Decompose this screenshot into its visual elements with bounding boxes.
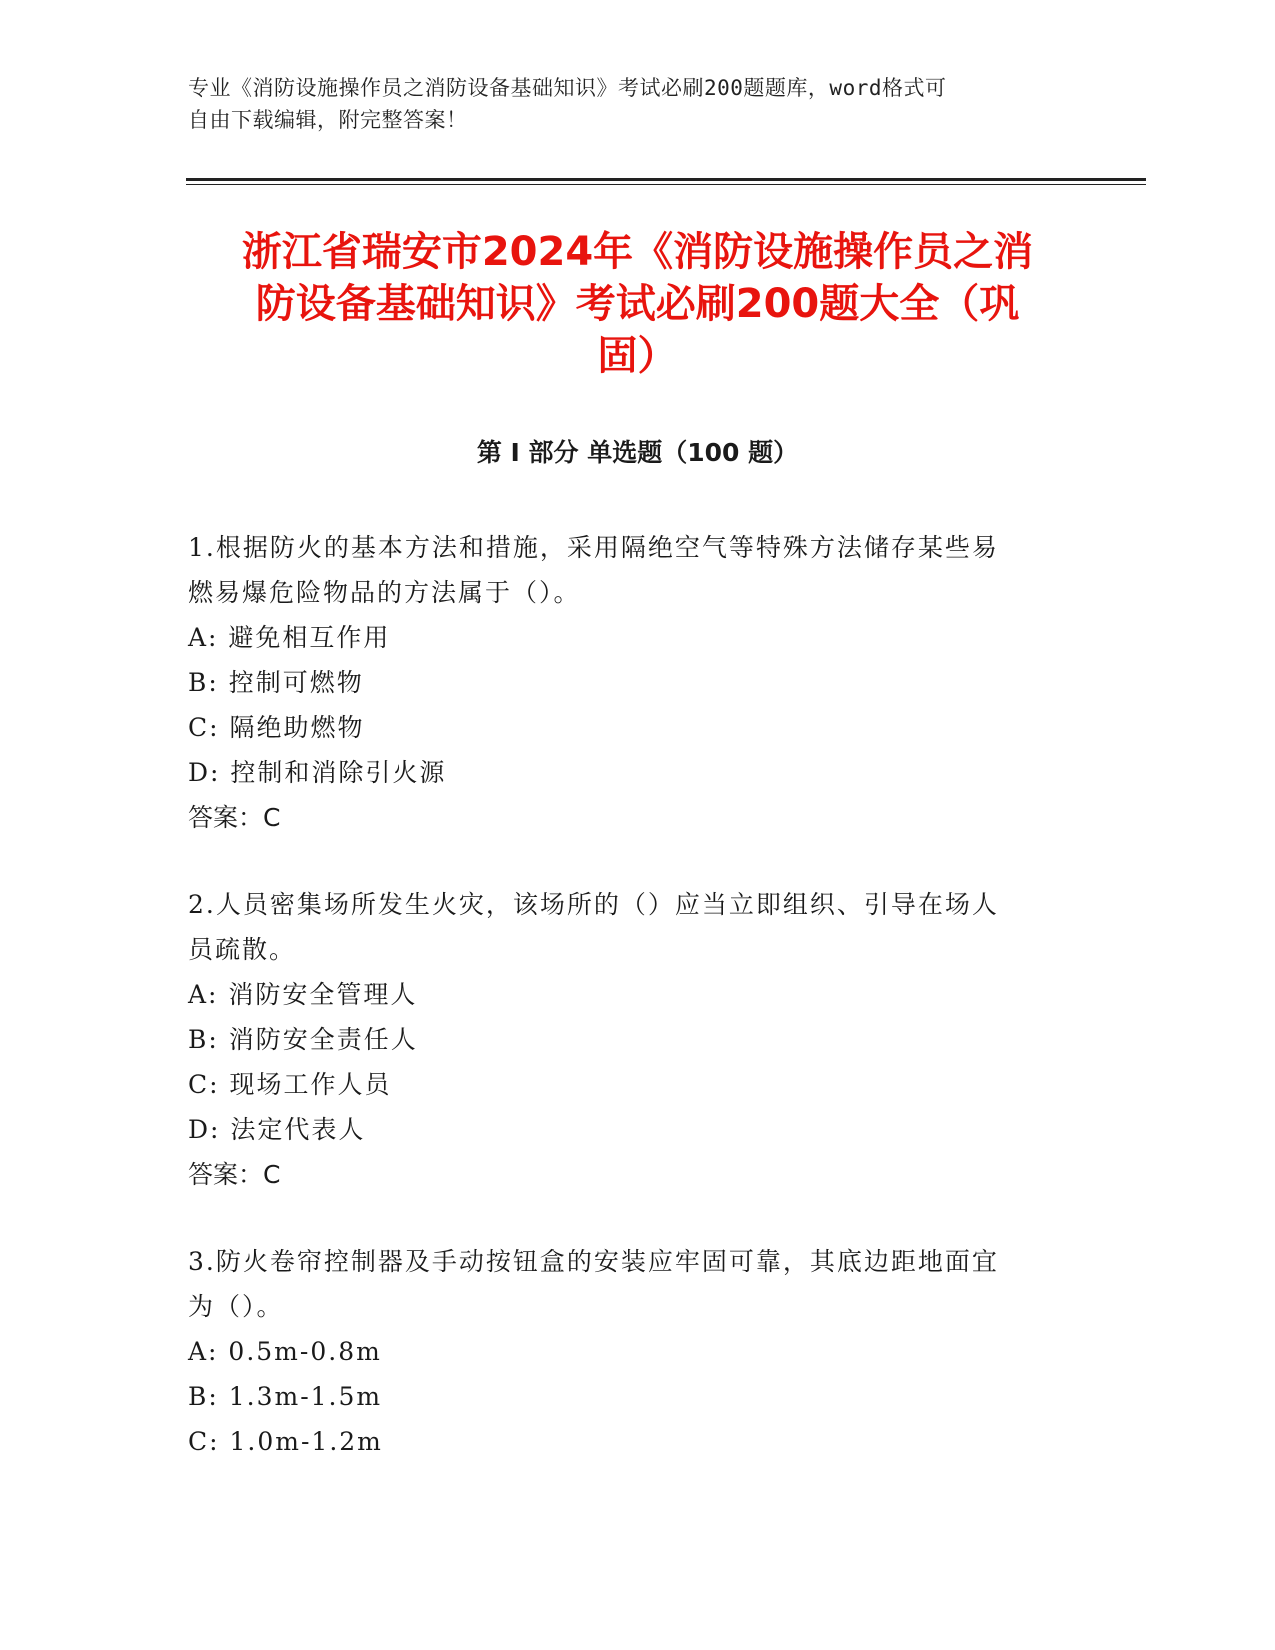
header-note-line-2: 自由下载编辑，附完整答案！ — [188, 108, 468, 132]
option-c: C: 隔绝助燃物 — [188, 713, 365, 742]
title-line-3: 固） — [597, 333, 678, 379]
header-divider-thin — [186, 184, 1146, 185]
header-note-line-1: 专业《消防设施操作员之消防设备基础知识》考试必刷200题题库，word格式可 — [188, 76, 947, 100]
option-c: C: 1.0m-1.2m — [188, 1427, 383, 1456]
option-d: D: 法定代表人 — [188, 1115, 366, 1144]
section-heading: 第 I 部分 单选题（100 题） — [476, 438, 799, 467]
question-stem-line: 3.防火卷帘控制器及手动按钮盒的安装应牢固可靠，其底边距地面宜 — [188, 1247, 999, 1276]
question-stem-line: 为（）。 — [188, 1292, 284, 1321]
option-c: C: 现场工作人员 — [188, 1070, 392, 1099]
question-item — [188, 525, 1068, 840]
option-b: B: 控制可燃物 — [188, 668, 364, 697]
option-b: B: 消防安全责任人 — [188, 1025, 418, 1054]
question-item — [188, 1239, 1068, 1464]
title-line-2: 防设备基础知识》考试必刷200题大全（巩 — [255, 281, 1020, 327]
answer-line: 答案：C — [188, 803, 281, 832]
question-list — [188, 525, 1068, 1506]
option-d: D: 控制和消除引火源 — [188, 758, 447, 787]
document-title — [160, 226, 1115, 382]
question-item — [188, 882, 1068, 1197]
title-line-1: 浙江省瑞安市2024年《消防设施操作员之消 — [241, 229, 1034, 275]
option-b: B: 1.3m-1.5m — [188, 1382, 383, 1411]
question-stem-line: 燃易爆危险物品的方法属于（）。 — [188, 578, 581, 607]
header-note — [188, 72, 1068, 136]
option-a: A: 消防安全管理人 — [188, 980, 418, 1009]
header-divider-thick — [186, 178, 1146, 181]
question-stem-line: 1.根据防火的基本方法和措施，采用隔绝空气等特殊方法储存某些易 — [188, 533, 999, 562]
question-stem-line: 员疏散。 — [188, 935, 297, 964]
option-a: A: 避免相互作用 — [188, 623, 391, 652]
option-a: A: 0.5m-0.8m — [188, 1337, 382, 1366]
answer-line: 答案：C — [188, 1160, 281, 1189]
question-stem-line: 2.人员密集场所发生火灾，该场所的（）应当立即组织、引导在场人 — [188, 890, 999, 919]
